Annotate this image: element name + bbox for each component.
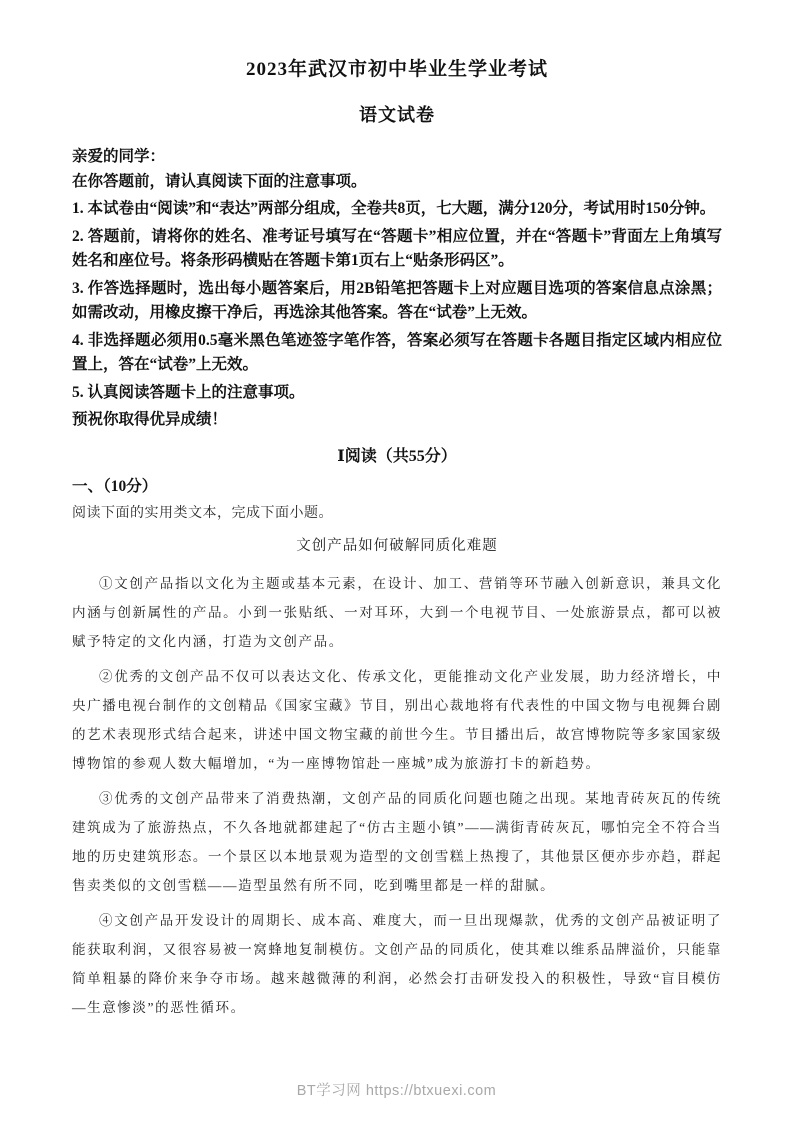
- notice-item-5: 5. 认真阅读答题卡上的注意事项。: [72, 383, 305, 401]
- article-paragraph-4: ④文创产品开发设计的周期长、成本高、难度大，而一旦出现爆款，优秀的文创产品被证明了能获取利润，又很容易被一窝蜂地复制模仿。文创产品的同质化，使其难以维系品牌溢价，只能靠简单粗暴的降价来争夺市场。越来越微薄的利润，必然会打击研发投入的积极性，导致“盲目模仿—生意惨淡”的恶性循环。: [72, 912, 722, 1015]
- part-one-header: Ⅰ阅读（共55分）: [337, 447, 457, 465]
- question-one-header: 一、（10分）: [72, 477, 158, 495]
- article-title: 文创产品如何破解同质化难题: [296, 537, 498, 554]
- article-paragraph-3: ③优秀的文创产品带来了消费热潮，文创产品的同质化问题也随之出现。某地青砖灰瓦的传统建筑成为了旅游热点，不久各地就都建起了“仿古主题小镇”——满街青砖灰瓦，哪怕完全不符合当地的历史建筑形态。一个景区以本地景观为造型的文创雪糕上热搜了，其他景区便亦步亦趋，群起售卖类似的文创雪糕——造型虽然有所不同，吃到嘴里都是一样的甜腻。: [72, 790, 722, 893]
- notice-item-1: 1. 本试卷由“阅读”和“表达”两部分组成，全卷共8页，七大题，满分120分，考试用时150分钟。: [72, 200, 716, 217]
- exam-notices: [72, 145, 722, 433]
- article-paragraph-1: ①文创产品指以文化为主题或基本元素，在设计、加工、营销等环节融入创新意识，兼具文化内涵与创新属性的产品。小到一张贴纸、一对耳环，大到一个电视节目、一处旅游景点，都可以被赋予特定的文化内涵，打造为文创产品。: [72, 575, 722, 649]
- notice-intro: 在你答题前，请认真阅读下面的注意事项。: [72, 172, 367, 190]
- salutation: 亲爱的同学：: [72, 148, 166, 165]
- article-paragraph-2: ②优秀的文创产品不仅可以表达文化、传承文化，更能推动文化产业发展，助力经济增长，中央广播电视台制作的文创精品《国家宝藏》节目，别出心裁地将有代表性的中国文物与电视舞台剧的艺术表现形式结合起来，讲述中国文物宝藏的前世今生。节目播出后，故宫博物院等多家国家级博物馆的参观人数大幅增加，“为一座博物馆赴一座城”成为旅游打卡的新趋势。: [72, 668, 722, 771]
- notice-item-4: 4. 非选择题必须用0.5毫米黑色笔迹签字笔作答，答案必须写在答题卡各题目指定区域内相应位置上，答在“试卷”上无效。: [72, 331, 722, 373]
- exam-title: 2023年武汉市初中毕业生学业考试: [245, 59, 548, 80]
- notice-item-2: 2. 答题前，请将你的姓名、准考证号填写在“答题卡”相应位置，并在“答题卡”背面左上角填写姓名和座位号。将条形码横贴在答题卡第1页右上“贴条形码区”。: [72, 227, 722, 269]
- good-luck-wish: 预祝你取得优异成绩！: [72, 411, 228, 428]
- paper-subject-title: 语文试卷: [359, 105, 435, 125]
- reading-article: [72, 534, 722, 1022]
- reading-instruction: 阅读下面的实用类文本，完成下面小题。: [72, 505, 333, 521]
- footer-watermark: BT学习网 https://btxuexi.com: [296, 1083, 497, 1099]
- notice-item-3: 3. 作答选择题时，选出每小题答案后，用2B铅笔把答题卡上对应题目选项的答案信息点涂黑；如需改动，用橡皮擦干净后，再选涂其他答案。答在“试卷”上无效。: [72, 279, 722, 321]
